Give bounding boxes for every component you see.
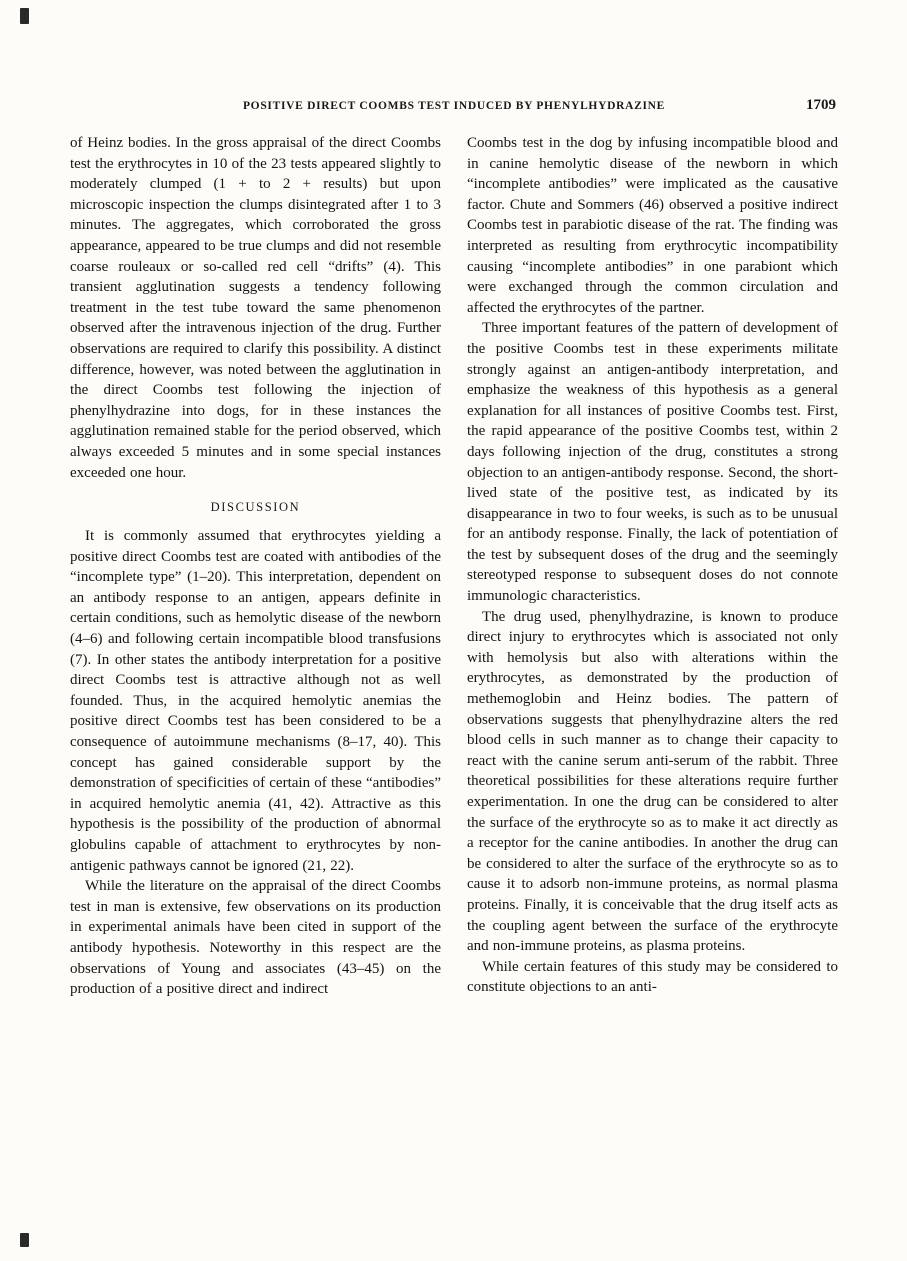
scan-artifact-bottom bbox=[20, 1233, 29, 1247]
section-heading-discussion: DISCUSSION bbox=[210, 500, 301, 515]
paragraph-coombs-dog: Coombs test in the dog by infusing incompatible blood and in canine hemolytic disease of the newborn in which “incomplete antibodies” were implicated as the causative factor. Chute and Sommers (46) observed a positive indirect Coombs test in parabiotic disease of the rat. The finding was interpreted as resulting from erythrocytic incompatibility causing “incomplete antibodies” in one parabiont which were exchanged through the common circulation and affected the erythrocytes of the partner. bbox=[467, 135, 838, 316]
running-header bbox=[70, 97, 838, 117]
paragraph-three-features: Three important features of the pattern of development of the positive Coombs test in these experiments militate strongly against an antigen-antibody interpretation, and emphasize the weakness of this hypothesis as a general explanation for all instances of positive Coombs test. First, the rapid appearance of the positive Coombs test, within 2 days following injection of the drug, constitutes a strong objection to an antigen-antibody response. Second, the short-lived state of the positive test, as indicated by its disappearance in two to four weeks, is such as to be unusual for an antibody response. Finally, the lack of potentiation of the test by subsequent doses of the drug and the seemingly stereotyped response to subsequent doses do not connote immunologic characteristics. bbox=[467, 320, 838, 605]
paragraph-drug-used: The drug used, phenylhydrazine, is known to produce direct injury to erythrocytes which is associated not only with hemolysis but also with alterations within the erythrocytes, as demonstrated by the production of methemoglobin and Heinz bodies. The pattern of observations suggests that phenylhydrazine alters the red blood cells in such manner as to change their capacity to react with the canine serum anti-serum of the rabbit. Three theoretical possibilities for these alterations require further experimentation. In one the drug can be considered to alter the surface of the erythrocyte so as to make it act directly as a receptor for the canine antibodies. In another the drug can be considered to alter the surface of the erythrocyte so as to cause it to adsorb non-immune proteins, as normal plasma proteins. Finally, it is conceivable that the drug itself acts as the coupling agent between the surface of the erythrocyte and non-immune proteins, as plasma proteins. bbox=[467, 608, 838, 955]
paragraph-heinz-bodies: of Heinz bodies. In the gross appraisal of the direct Coombs test the erythrocytes in 10 of the 23 tests appeared slightly to moderately clumped (1 + to 2 + results) but upon microscopic inspection the clumps disintegrated after 1 to 3 minutes. The aggregates, which corroborated the gross appearance, appeared to be true clumps and did not resemble coarse rouleaux or so-called red cell “drifts” (4). This transient agglutination suggests a tendency following treatment in the test tube toward the same phenomenon observed after the intravenous injection of the drug. Further observations are required to clarify this possibility. A distinct difference, however, was noted between the agglutination in the direct Coombs test following the injection of phenylhydrazine into dogs, for in these instances the agglutination remained stable for the period observed, which always exceeded 5 minutes and in some special instances exceeded one hour. bbox=[70, 135, 441, 481]
left-column bbox=[70, 133, 441, 1000]
running-title: POSITIVE DIRECT COOMBS TEST INDUCED BY PHENYLHYDRAZINE bbox=[242, 100, 666, 112]
paragraph-commonly-assumed: It is commonly assumed that erythrocytes yielding a positive direct Coombs test are coated with antibodies of the “incomplete type” (1–20). This interpretation, dependent on an antibody response to an antigen, appears definite in certain conditions, such as hemolytic disease of the newborn (4–6) and following certain incompatible blood transfusions (7). In other states the antibody interpretation for a positive direct Coombs test is attractive although not as well founded. Thus, in the acquired hemolytic anemias the positive direct Coombs test has been considered to be a consequence of autoimmune mechanisms (8–17, 40). This concept has gained considerable support by the demonstration of specificities of certain of these “antibodies” in acquired hemolytic anemia (41, 42). Attractive as this hypothesis is the possibility of the production of abnormal globulins capable of attachment to erythrocytes by non-antigenic pathways cannot be ignored (21, 22). bbox=[70, 528, 441, 874]
page-number: 1709 bbox=[806, 97, 836, 113]
two-column-text bbox=[70, 133, 838, 1000]
paragraph-certain-features: While certain features of this study may be considered to constitute objections to an anti- bbox=[467, 958, 838, 996]
scan-artifact-top bbox=[20, 8, 29, 24]
right-column bbox=[467, 133, 838, 1000]
paragraph-literature-appraisal: While the literature on the appraisal of the direct Coombs test in man is extensive, few observations on its production in experimental animals have been cited in support of the antibody hypothesis. Noteworthy in this respect are the observations of Young and associates (43–45) on the production of a positive direct and indirect bbox=[70, 878, 441, 998]
